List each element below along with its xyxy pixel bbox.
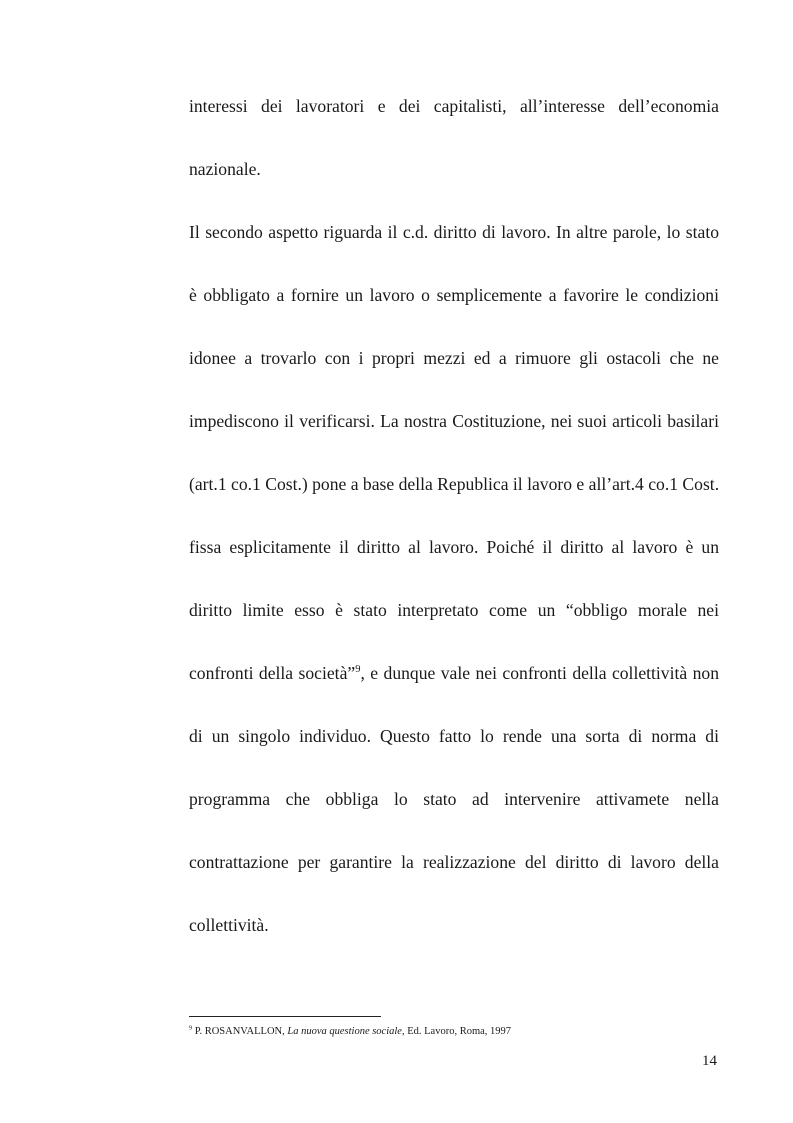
body-text-line: nazionale.: [189, 159, 261, 179]
body-text-line: contrattazione per garantire la realizzazione del diritto di lavoro della: [189, 852, 719, 872]
footnote-details: , Ed. Lavoro, Roma, 1997: [401, 1026, 512, 1037]
body-text-line: (art.1 co.1 Cost.) pone a base della Republica il lavoro e all’art.4 co.1 Cost.: [189, 474, 720, 494]
page-number: 14: [702, 1053, 717, 1069]
body-text-line: diritto limite esso è stato interpretato come un “obbligo morale nei: [189, 600, 719, 620]
body-text-line: è obbligato a fornire un lavoro o semplicemente a favorire le condizioni: [189, 285, 719, 305]
body-text-line: interessi dei lavoratori e dei capitalisti, all’interesse dell’economia: [189, 96, 719, 116]
footnote: [189, 1025, 511, 1039]
footnote-reference[interactable]: 9: [355, 664, 361, 676]
body-text-line-with-footnote: [189, 661, 719, 685]
body-text-line: fissa esplicitamente il diritto al lavoro. Poiché il diritto al lavoro è un: [189, 537, 719, 557]
body-text-line: programma che obbliga lo stato ad intervenire attivamete nella: [189, 789, 719, 809]
body-text-line: di un singolo individuo. Questo fatto lo rende una sorta di norma di: [189, 726, 719, 746]
body-text-segment: confronti della società”: [189, 663, 356, 683]
footnote-author: P. ROSANVALLON,: [194, 1026, 285, 1037]
body-text-line: impediscono il verificarsi. La nostra Costituzione, nei suoi articoli basilari: [189, 411, 719, 431]
footnote-title: La nuova questione sociale: [287, 1026, 402, 1037]
body-text-segment: , e dunque vale nei confronti della collettività non: [360, 663, 720, 683]
body-text-line: idonee a trovarlo con i propri mezzi ed a rimuore gli ostacoli che ne: [189, 348, 719, 368]
footnote-number: 9: [189, 1024, 193, 1032]
body-text-line: collettività.: [189, 915, 269, 935]
footnote-divider: [189, 1016, 381, 1017]
body-text-line: Il secondo aspetto riguarda il c.d. diritto di lavoro. In altre parole, lo stato: [189, 222, 719, 242]
